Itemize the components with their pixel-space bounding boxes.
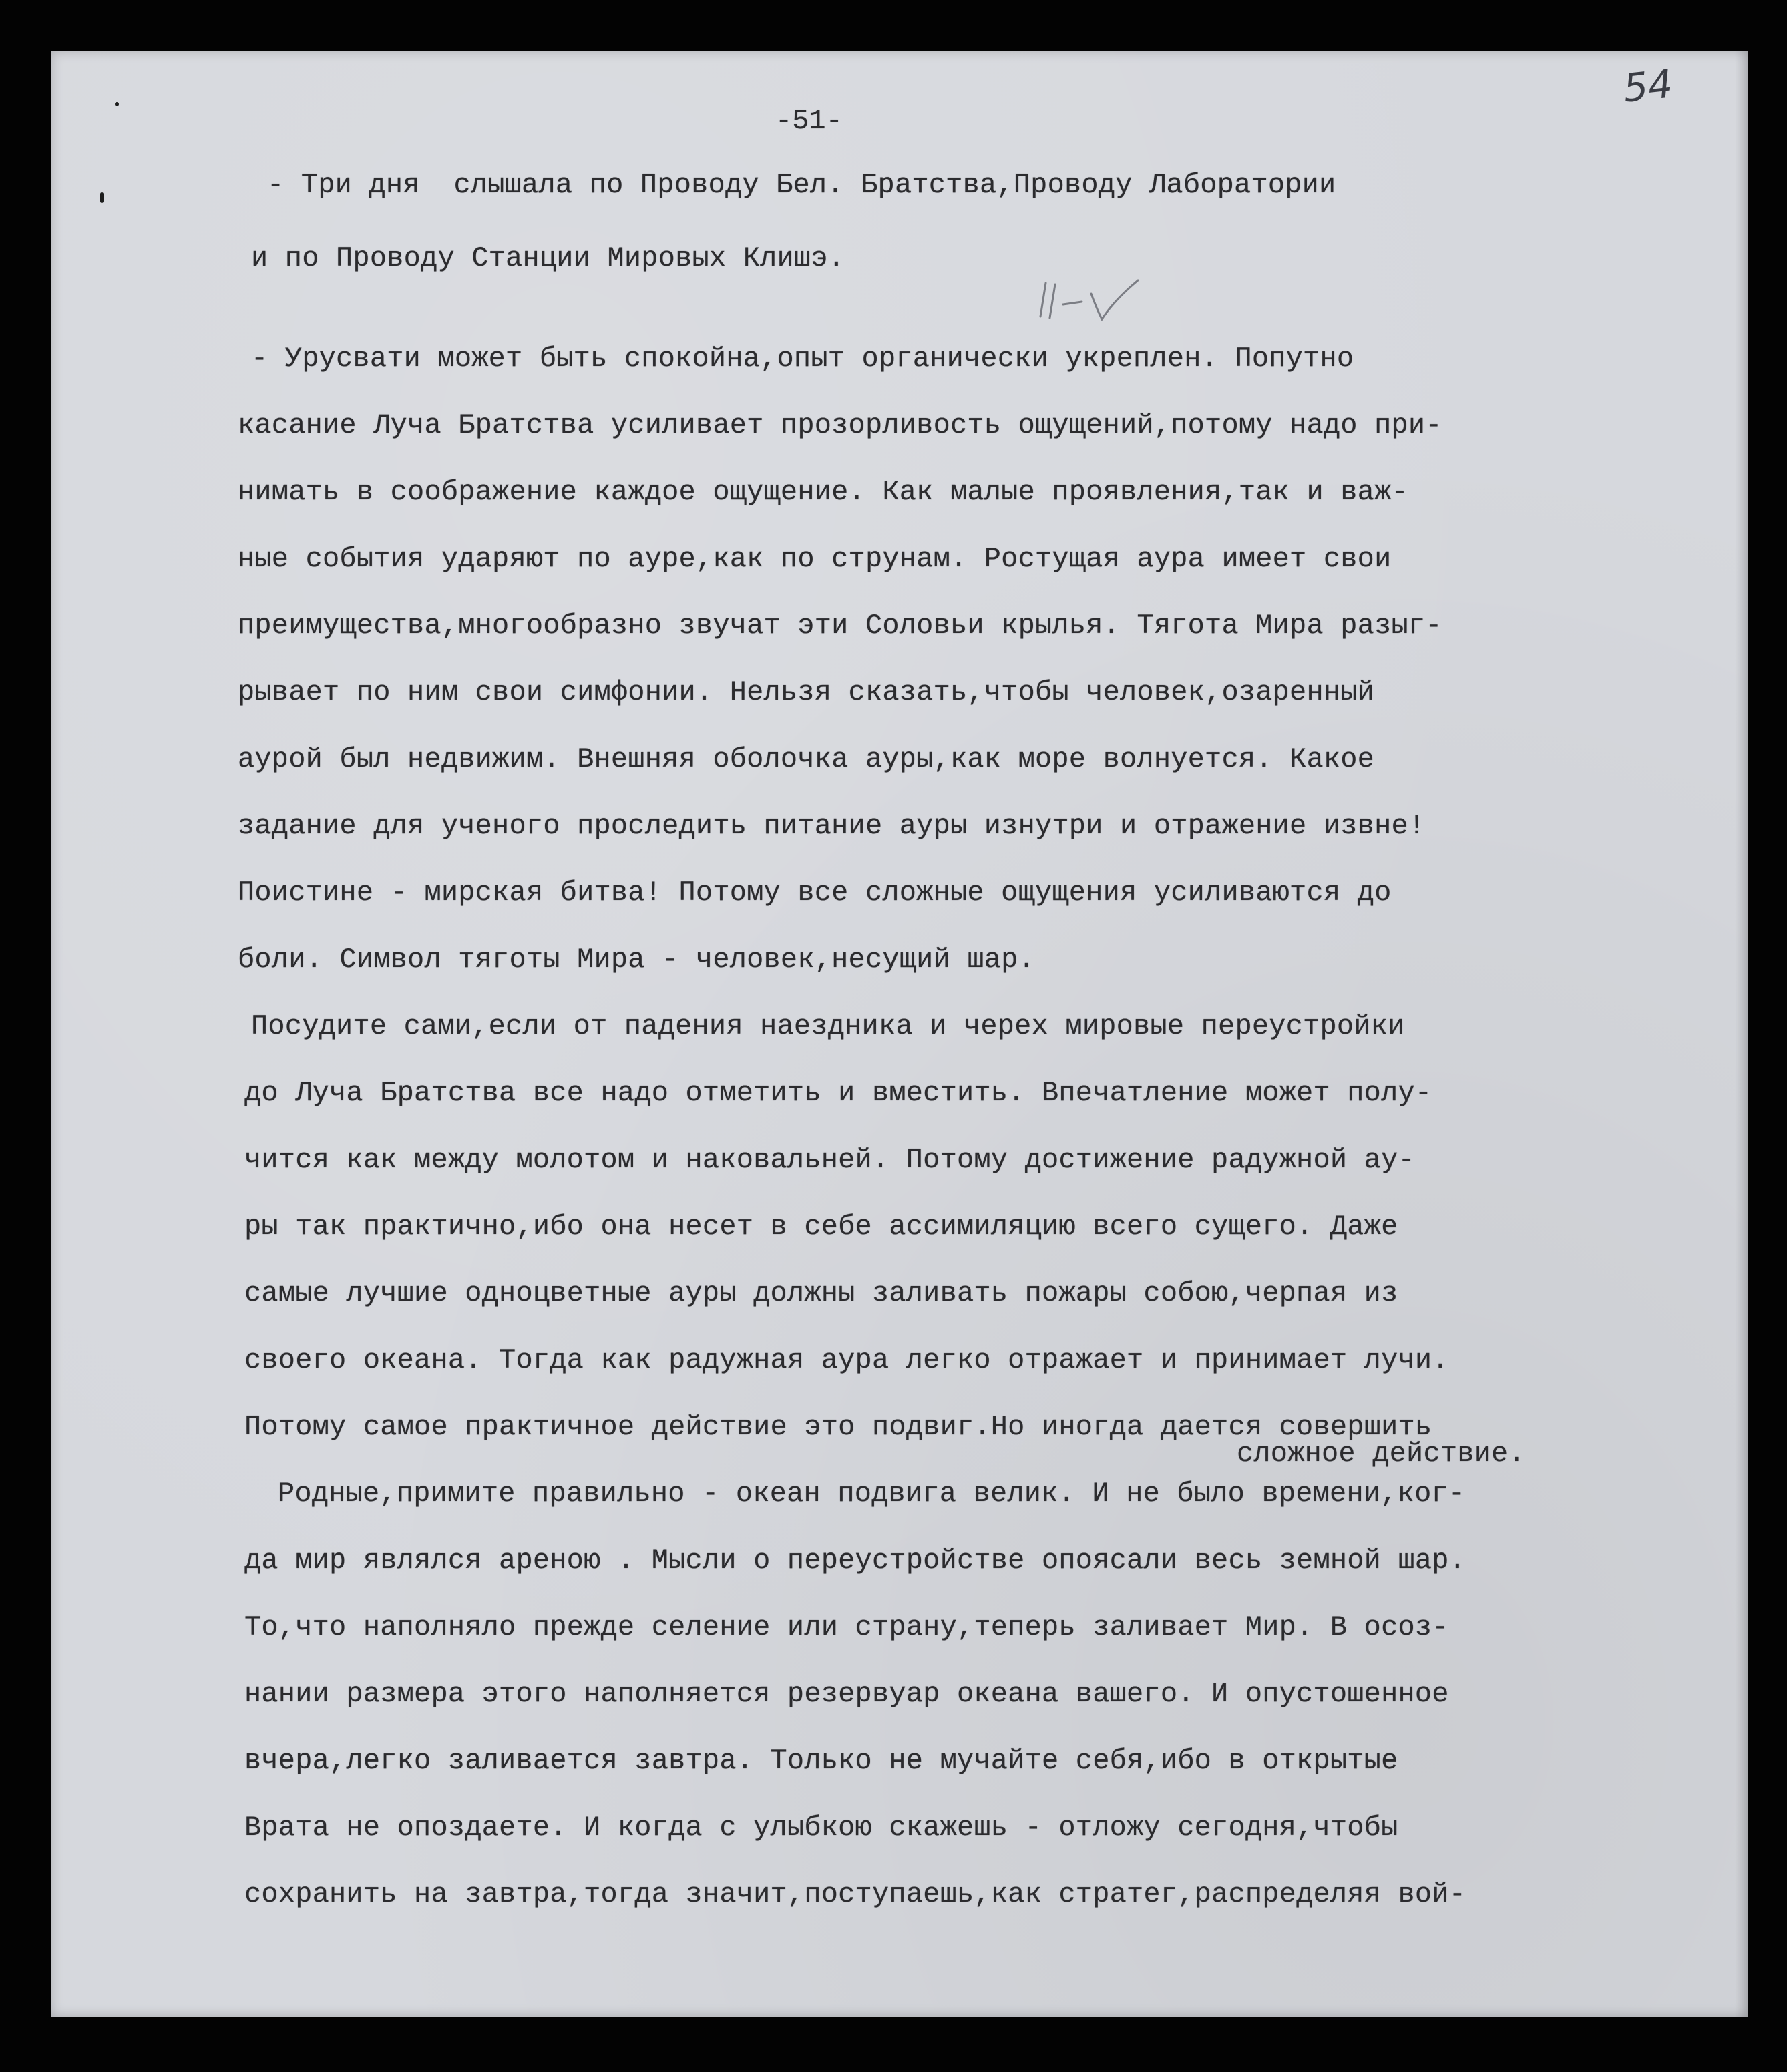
text-line: Родные,примите правильно - океан подвига велик. И не было времени,ког- (278, 1478, 1466, 1510)
text-line: - Урусвати может быть спокойна,опыт органически укреплен. Попутно (251, 343, 1354, 375)
text-line: самые лучшие одноцветные ауры должны заливать пожары собою,черпая из (244, 1277, 1398, 1309)
text-line: боли. Символ тяготы Мира - человек,несущий шар. (238, 944, 1035, 976)
text-line: Посудите сами,если от падения наездника и черех мировые переустройки (251, 1010, 1405, 1042)
text-line: Поистине - мирская битва! Потому все сложные ощущения усиливаются до (238, 877, 1392, 909)
text-line: нании размера этого наполняется резервуар океана вашего. И опустошенное (244, 1678, 1449, 1710)
margin-ink-mark (100, 192, 104, 203)
text-line: и по Проводу Станции Мировых Клишэ. (251, 242, 845, 274)
text-line: преимущества,многообразно звучат эти Соловьи крылья. Тягота Мира разыг- (238, 610, 1442, 642)
pencil-annotation-mark (1032, 278, 1153, 331)
text-line: касание Луча Братства усиливает прозорливость ощущений,потому надо при- (238, 409, 1442, 441)
text-line: своего океана. Тогда как радужная аура легко отражает и принимает лучи. (244, 1344, 1449, 1376)
text-line: рывает по ним свои симфонии. Нельзя сказать,чтобы человек,озаренный (238, 676, 1375, 708)
text-line: нимать в соображение каждое ощущение. Как малые проявления,так и важ- (238, 476, 1408, 508)
text-line: Потому самое практичное действие это подвиг.Но иногда дается совершить (244, 1411, 1432, 1443)
text-line: ные события ударяют по ауре,как по струнам. Ростущая аура имеет свои (238, 543, 1392, 575)
page-number: -51- (775, 105, 843, 137)
text-line: Врата не опоздаете. И когда с улыбкою скажешь - отложу сегодня,чтобы (244, 1812, 1398, 1844)
paper-edge-shadow (1735, 51, 1748, 2017)
text-line: сложное действие. (1237, 1438, 1525, 1470)
margin-dot-mark (115, 102, 119, 106)
text-line: до Луча Братства все надо отметить и вместить. Впечатление может полу- (244, 1077, 1432, 1109)
text-line: аурой был недвижим. Внешняя оболочка ауры,как море волнуется. Какое (238, 743, 1375, 775)
text-line: сохранить на завтра,тогда значит,поступаешь,как стратег,распределяя вой- (244, 1878, 1466, 1910)
text-line: - Три дня слышала по Проводу Бел. Братства,Проводу Лаборатории (267, 169, 1336, 201)
text-line: чится как между молотом и наковальней. Потому достижение радужной ау- (244, 1144, 1415, 1176)
text-line: вчера,легко заливается завтра. Только не мучайте себя,ибо в открытые (244, 1745, 1398, 1777)
archive-page-number: 54 (1621, 61, 1675, 112)
text-line: ры так практично,ибо она несет в себе ассимиляцию всего сущего. Даже (244, 1211, 1398, 1243)
typescript-page (51, 51, 1748, 2017)
text-line: да мир являлся ареною . Мысли о переустройстве опоясали весь земной шар. (244, 1544, 1466, 1577)
text-line: задание для ученого проследить питание ауры изнутри и отражение извне! (238, 810, 1426, 842)
text-line: То,что наполняло прежде селение или страну,теперь заливает Мир. В осоз- (244, 1611, 1449, 1643)
